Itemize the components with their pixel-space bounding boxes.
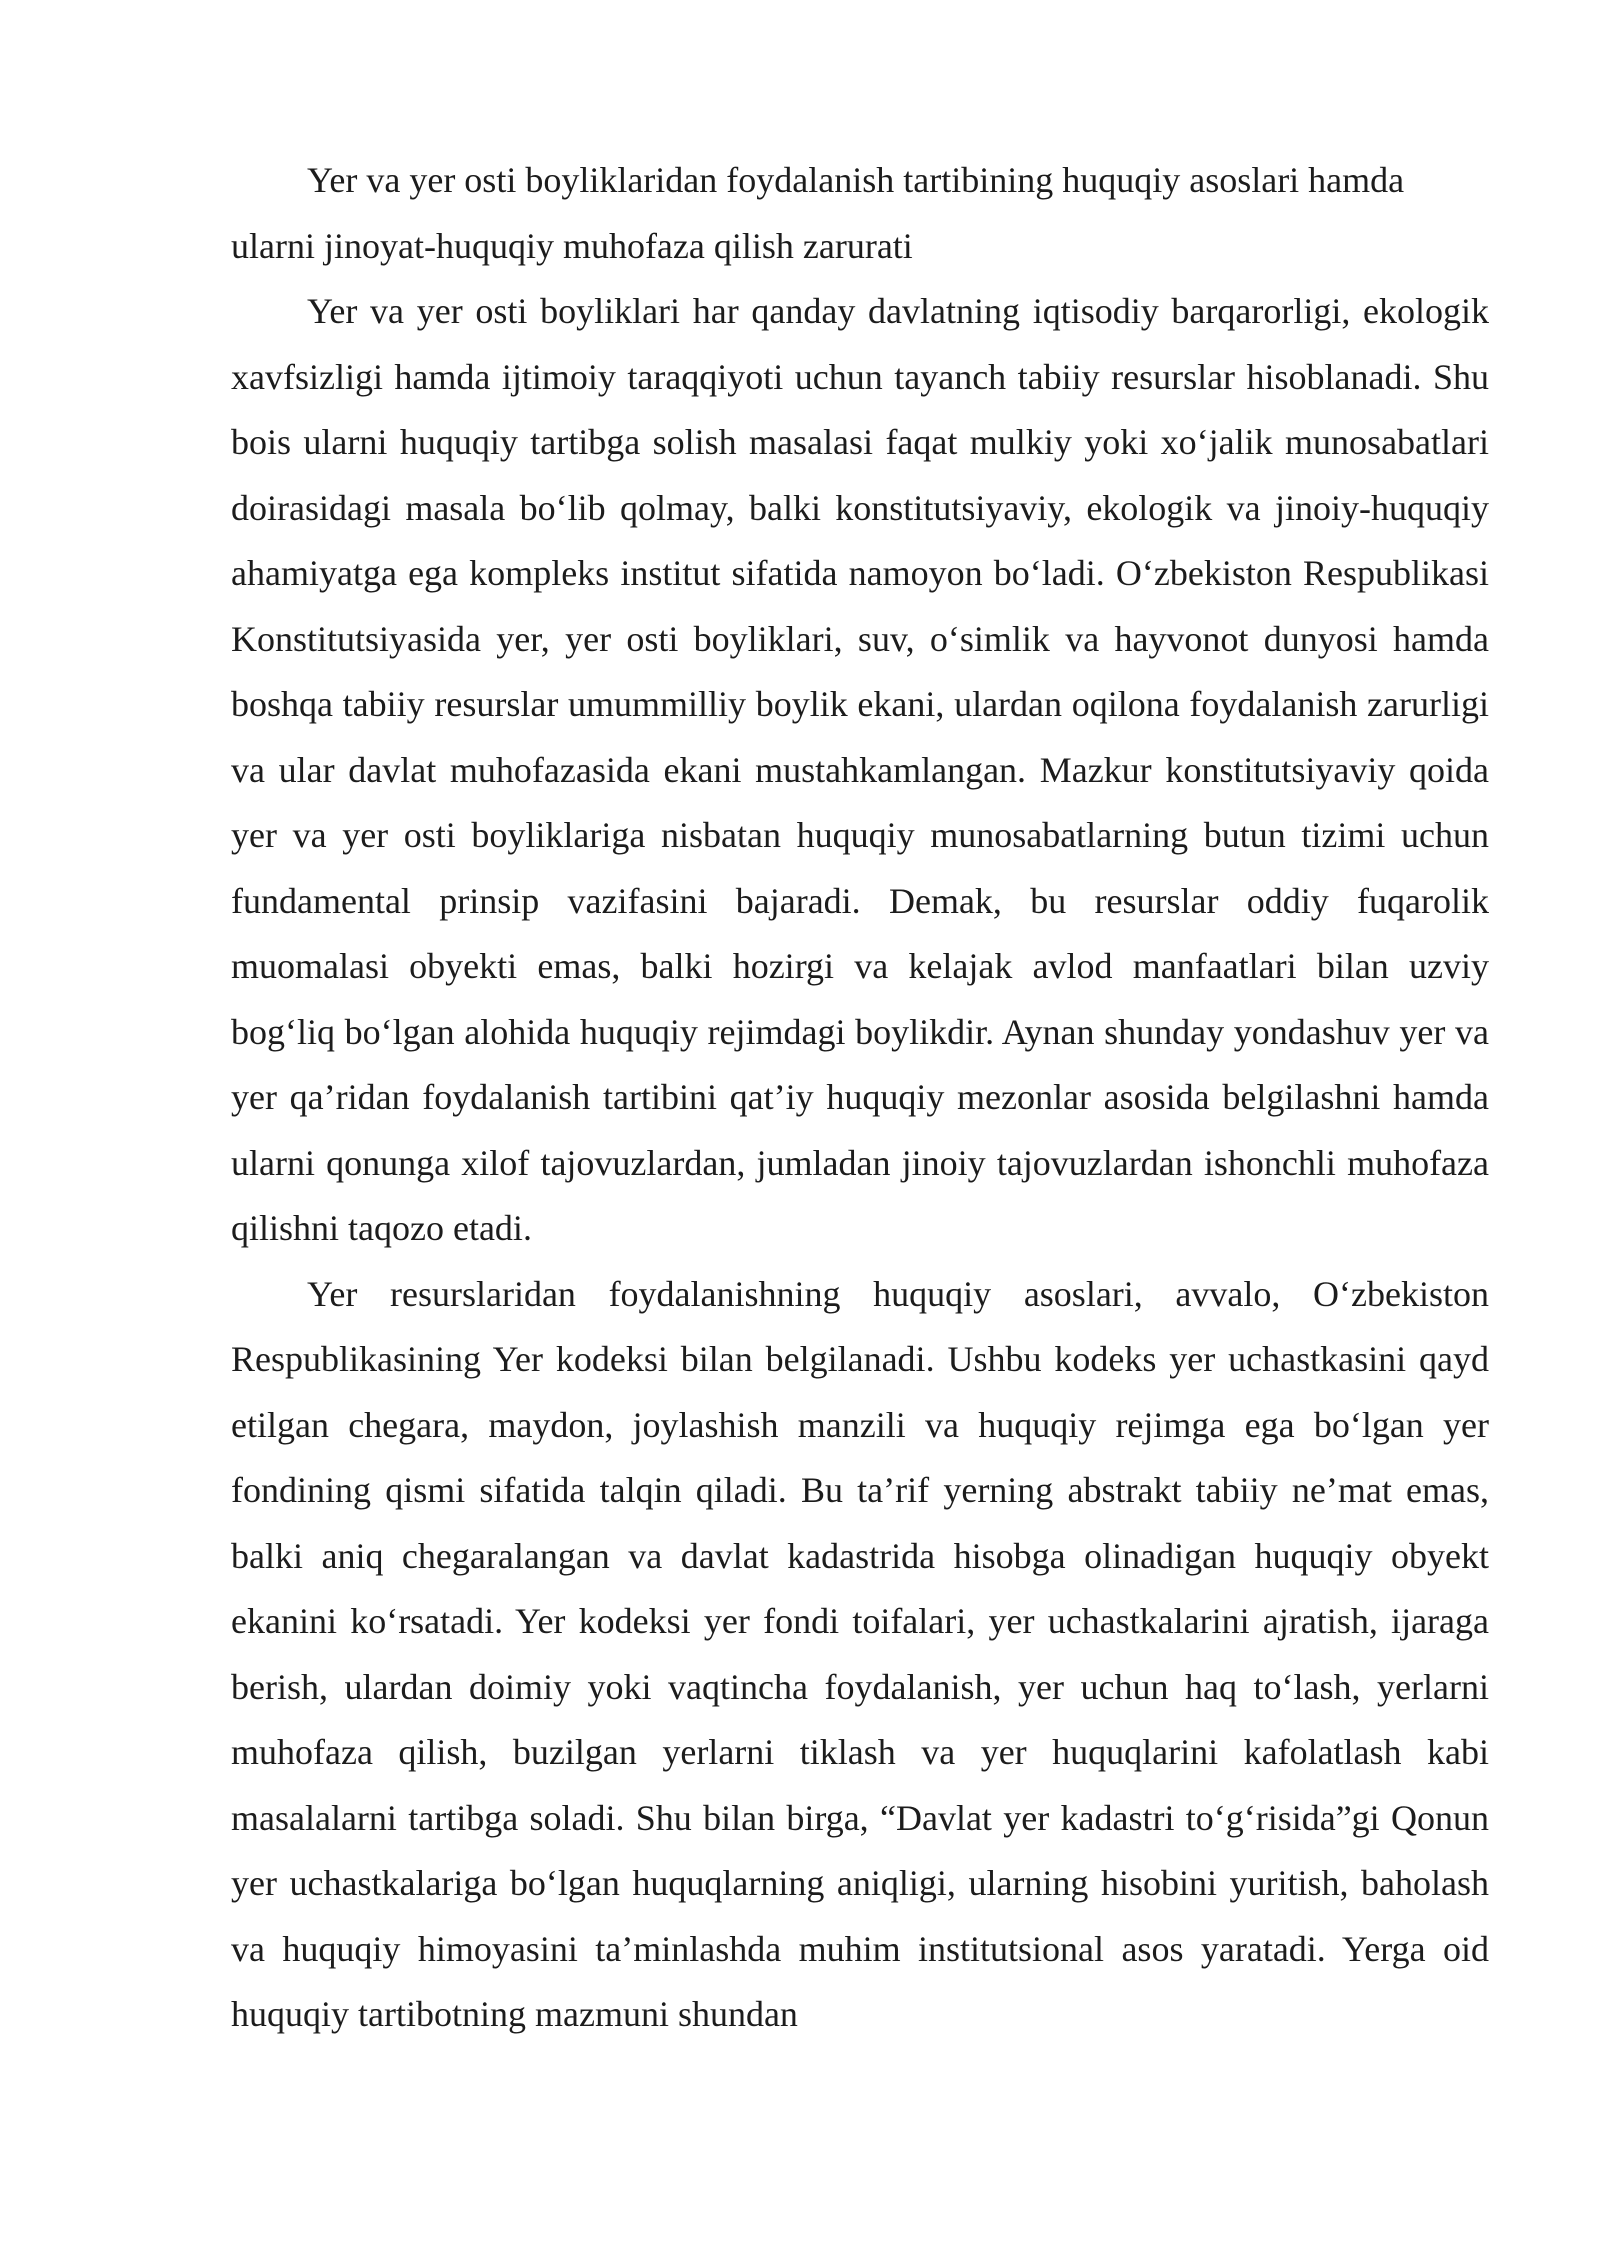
section-heading: Yer va yer osti boyliklaridan foydalanish tartibining huquqiy asoslari hamda ularni jinoyat-huquqiy muhofaza qilish zarurati [231,160,1405,266]
document-body [231,148,1489,2048]
paragraph-2: Yer resurslaridan foydalanishning huquqiy asoslari, avvalo, O‘zbekiston Respublikasining Yer kodeksi bilan belgilanadi. Ushbu kodeks yer uchastkasini qayd etilgan chegara, maydon, joylashish manzili va huquqiy rejimga ega bo‘lgan yer fondining qismi sifatida talqin qiladi. Bu ta’rif yerning abstrakt tabiiy ne’mat emas, balki aniq chegaralangan va davlat kadastrida hisobga olinadigan huquqiy obyekt ekanini ko‘rsatadi. Yer kodeksi yer fondi toifalari, yer uchastkalarini ajratish, ijaraga berish, ulardan doimiy yoki vaqtincha foydalanish, yer uchun haq to‘lash, yerlarni muhofaza qilish, buzilgan yerlarni tiklash va yer huquqlarini kafolatlash kabi masalalarni tartibga soladi. Shu bilan birga, “Davlat yer kadastri to‘g‘risida”gi Qonun yer uchastkalariga bo‘lgan huquqlarning aniqligi, ularning hisobini yuritish, baholash va huquqiy himoyasini ta’minlashda muhim institutsional asos yaratadi. Yerga oid huquqiy tartibotning mazmuni shundan [231,1273,1489,2034]
paragraph-1: Yer va yer osti boyliklari har qanday davlatning iqtisodiy barqarorligi, ekologik xavfsizligi hamda ijtimoiy taraqqiyoti uchun tayanch tabiiy resurslar hisoblanadi. Shu bois ularni huquqiy tartibga solish masalasi faqat mulkiy yoki xo‘jalik munosabatlari doirasidagi masala bo‘lib qolmay, balki konstitutsiyaviy, ekologik va jinoiy-huquqiy ahamiyatga ega kompleks institut sifatida namoyon bo‘ladi. O‘zbekiston Respublikasi Konstitutsiyasida yer, yer osti boyliklari, suv, o‘simlik va hayvonot dunyosi hamda boshqa tabiiy resurslar umummilliy boylik ekani, ulardan oqilona foydalanish zarurligi va ular davlat muhofazasida ekani mustahkamlangan. Mazkur konstitutsiyaviy qoida yer va yer osti boyliklariga nisbatan huquqiy munosabatlarning butun tizimi uchun fundamental prinsip vazifasini bajaradi. Demak, bu resurslar oddiy fuqarolik muomalasi obyekti emas, balki hozirgi va kelajak avlod manfaatlari bilan uzviy bog‘liq bo‘lgan alohida huquqiy rejimdagi boylikdir. Aynan shunday yondashuv yer va yer qa’ridan foydalanish tartibini qat’iy huquqiy mezonlar asosida belgilashni hamda ularni qonunga xilof tajovuzlardan, jumladan jinoiy tajovuzlardan ishonchli muhofaza qilishni taqozo etadi. [231,291,1489,1248]
